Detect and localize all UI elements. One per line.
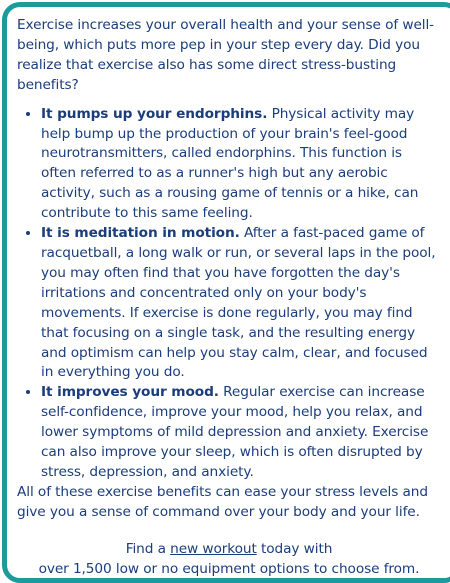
benefit-item-meditation <box>41 224 441 383</box>
benefit-text: Physical activity may help bump up the production of your brain's feel-good neurotransmitters, called endorphins. This function is often referred to as a runner's high but any aerobic activity, such as a rousing game of tennis or a hike, can contribute to this same feeling. <box>41 105 419 222</box>
cta-suffix: today with <box>256 540 333 557</box>
benefit-item-mood <box>41 383 441 483</box>
card-content <box>17 16 441 579</box>
cta-line2: over 1,500 low or no equipment options to choose from. <box>38 560 420 577</box>
benefit-text: After a fast-paced game of racquetball, a long walk or run, or several laps in the pool, you may often find that you have forgotten the day's irritations and concentrated only on your body's movements. If exercise is done regularly, you may find that focusing on a single task, and the resulting energy and optimism can help you stay calm, clear, and focused in everything you do. <box>41 225 436 381</box>
benefits-list <box>17 105 441 483</box>
benefit-text: Regular exercise can increase self-confidence, improve your mood, help you relax, and lower symptoms of mild depression and anxiety. Exercise can also improve your sleep, which is often disrupted by stress, depression, and anxiety. <box>41 384 429 480</box>
closing-paragraph: All of these exercise benefits can ease your stress levels and give you a sense of command over your body and your life. <box>17 483 428 520</box>
cta-prefix: Find a <box>125 540 171 557</box>
benefit-heading: It improves your mood. <box>41 384 219 401</box>
info-card <box>2 2 450 583</box>
intro-paragraph: Exercise increases your overall health and your sense of well-being, which puts more pep in your step every day. Did you realize that exercise also has some direct stress-busting benefits? <box>17 17 435 93</box>
benefit-heading: It pumps up your endorphins. <box>41 105 268 122</box>
new-workout-link[interactable]: new workout <box>170 540 257 557</box>
call-to-action <box>17 540 441 580</box>
benefit-item-endorphins <box>41 105 441 224</box>
benefit-heading: It is meditation in motion. <box>41 225 240 242</box>
